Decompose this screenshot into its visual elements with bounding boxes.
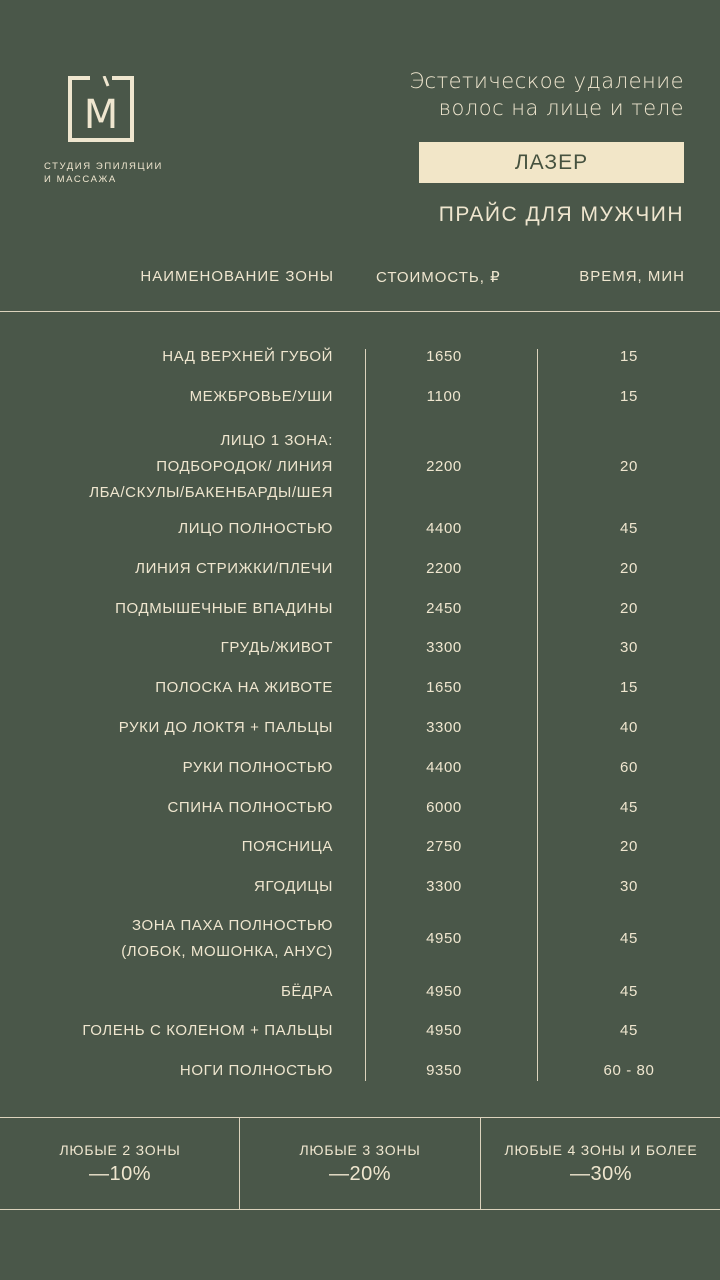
zone-time: 20 bbox=[620, 560, 638, 577]
zone-name-line: ЛИЦО 1 ЗОНА: bbox=[220, 432, 333, 449]
zone-name bbox=[3, 715, 333, 741]
zone-time: 15 bbox=[620, 388, 638, 405]
zone-name bbox=[3, 516, 333, 542]
zone-price: 1650 bbox=[426, 679, 462, 696]
zone-name-line: ПОДМЫШЕЧНЫЕ ВПАДИНЫ bbox=[115, 600, 333, 617]
zone-name-line: (ЛОБОК, МОШОНКА, АНУС) bbox=[121, 943, 333, 960]
studio-name-line2: И МАССАЖА bbox=[44, 174, 117, 185]
zone-name bbox=[3, 874, 333, 900]
discount-value: —20% bbox=[328, 1163, 392, 1185]
zone-name-line: СПИНА ПОЛНОСТЬЮ bbox=[167, 799, 333, 816]
discount-value: —10% bbox=[88, 1163, 152, 1185]
zone-name bbox=[3, 675, 333, 701]
zone-name-line: ЛИНИЯ СТРИЖКИ/ПЛЕЧИ bbox=[135, 560, 333, 577]
zone-price: 4400 bbox=[426, 759, 462, 776]
zone-price: 4950 bbox=[426, 983, 462, 1000]
zone-price: 2200 bbox=[426, 560, 462, 577]
zone-name bbox=[3, 428, 333, 506]
zone-name bbox=[3, 795, 333, 821]
zone-time: 20 bbox=[620, 600, 638, 617]
zone-time: 45 bbox=[620, 983, 638, 1000]
zone-name-line: МЕЖБРОВЬЕ/УШИ bbox=[189, 388, 333, 405]
price-title: ПРАЙС ДЛЯ МУЖЧИН bbox=[438, 203, 684, 226]
tagline bbox=[354, 68, 684, 122]
table-row bbox=[0, 384, 720, 410]
zone-name-line: НОГИ ПОЛНОСТЬЮ bbox=[179, 1062, 333, 1079]
table-row bbox=[0, 596, 720, 622]
table-row bbox=[0, 874, 720, 900]
zone-name-line: ПОДБОРОДОК/ ЛИНИЯ bbox=[156, 458, 333, 475]
zone-name bbox=[3, 635, 333, 661]
discount-value: —30% bbox=[569, 1163, 633, 1185]
zone-name-line: ЛИЦО ПОЛНОСТЬЮ bbox=[178, 520, 333, 537]
zone-name bbox=[3, 1018, 333, 1044]
discount-card bbox=[240, 1118, 480, 1210]
zone-time: 45 bbox=[620, 520, 638, 537]
zone-price: 2750 bbox=[426, 838, 462, 855]
zone-name bbox=[3, 596, 333, 622]
zone-name-line: БЁДРА bbox=[280, 983, 333, 1000]
zone-name-line: РУКИ ПОЛНОСТЬЮ bbox=[182, 759, 333, 776]
table-row bbox=[0, 428, 720, 506]
table-row bbox=[0, 556, 720, 582]
zone-time: 45 bbox=[620, 799, 638, 816]
table-row bbox=[0, 979, 720, 1005]
zone-price: 4400 bbox=[426, 520, 462, 537]
zone-price: 3300 bbox=[426, 639, 462, 656]
column-header-cost: СТОИМОСТЬ, ₽ bbox=[376, 269, 501, 286]
zone-name bbox=[3, 556, 333, 582]
zone-price: 4950 bbox=[426, 1022, 462, 1039]
zone-name bbox=[3, 913, 333, 965]
zone-time: 45 bbox=[620, 930, 638, 947]
zone-time: 60 bbox=[620, 759, 638, 776]
zone-name-line: ЯГОДИЦЫ bbox=[254, 878, 333, 895]
discount-card bbox=[481, 1118, 720, 1210]
logo-mark-icon bbox=[68, 76, 134, 142]
zone-time: 20 bbox=[620, 838, 638, 855]
zone-name-line: ЛБА/СКУЛЫ/БАКЕНБАРДЫ/ШЕЯ bbox=[89, 484, 333, 501]
zone-price: 1100 bbox=[426, 388, 462, 405]
zone-time: 30 bbox=[620, 639, 638, 656]
logo-letter: M bbox=[83, 92, 119, 138]
studio-name bbox=[44, 160, 170, 186]
zone-price: 2450 bbox=[426, 600, 462, 617]
zone-price: 6000 bbox=[426, 799, 462, 816]
table-row bbox=[0, 834, 720, 860]
zone-time: 45 bbox=[620, 1022, 638, 1039]
zone-name bbox=[3, 755, 333, 781]
column-header-time: ВРЕМЯ, МИН bbox=[579, 268, 685, 285]
zone-price: 1650 bbox=[426, 348, 462, 365]
zone-time: 20 bbox=[620, 458, 638, 475]
service-badge: ЛАЗЕР bbox=[419, 142, 684, 183]
table-row bbox=[0, 675, 720, 701]
zone-name bbox=[3, 344, 333, 370]
studio-name-line1: СТУДИЯ ЭПИЛЯЦИИ bbox=[44, 161, 163, 172]
zone-time: 30 bbox=[620, 878, 638, 895]
zone-price: 3300 bbox=[426, 719, 462, 736]
tagline-line2: волос на лице и теле bbox=[438, 96, 684, 120]
header-divider bbox=[0, 311, 720, 312]
discount-label: ЛЮБЫЕ 3 ЗОНЫ bbox=[299, 1142, 421, 1158]
zone-name bbox=[3, 979, 333, 1005]
table-row bbox=[0, 344, 720, 370]
table-row bbox=[0, 516, 720, 542]
zone-name-line: ГРУДЬ/ЖИВОТ bbox=[220, 639, 333, 656]
zone-price: 9350 bbox=[426, 1062, 462, 1079]
table-row bbox=[0, 755, 720, 781]
zone-name-line: РУКИ ДО ЛОКТЯ + ПАЛЬЦЫ bbox=[118, 719, 333, 736]
table-row bbox=[0, 795, 720, 821]
zone-name-line: ПОЛОСКА НА ЖИВОТЕ bbox=[155, 679, 333, 696]
zone-name bbox=[3, 384, 333, 410]
zone-name bbox=[3, 1058, 333, 1084]
zone-name bbox=[3, 834, 333, 860]
tagline-line1: Эстетическое удаление bbox=[409, 69, 684, 93]
zone-time: 40 bbox=[620, 719, 638, 736]
zone-name-line: ЗОНА ПАХА ПОЛНОСТЬЮ bbox=[131, 917, 333, 934]
zone-name-line: НАД ВЕРХНЕЙ ГУБОЙ bbox=[162, 348, 333, 365]
table-row bbox=[0, 913, 720, 965]
table-row bbox=[0, 715, 720, 741]
zone-price: 4950 bbox=[426, 930, 462, 947]
table-row bbox=[0, 1018, 720, 1044]
column-header-name: НАИМЕНОВАНИЕ ЗОНЫ bbox=[140, 268, 334, 285]
table-row bbox=[0, 635, 720, 661]
zone-time: 15 bbox=[620, 348, 638, 365]
discount-label: ЛЮБЫЕ 2 ЗОНЫ bbox=[59, 1142, 181, 1158]
zone-time: 60 - 80 bbox=[603, 1062, 655, 1079]
zone-name-line: ГОЛЕНЬ С КОЛЕНОМ + ПАЛЬЦЫ bbox=[82, 1022, 333, 1039]
zone-price: 2200 bbox=[426, 458, 462, 475]
discount-label: ЛЮБЫЕ 4 ЗОНЫ И БОЛЕЕ bbox=[504, 1142, 698, 1158]
zone-price: 3300 bbox=[426, 878, 462, 895]
table-row bbox=[0, 1058, 720, 1084]
discount-card bbox=[0, 1118, 240, 1210]
zone-time: 15 bbox=[620, 679, 638, 696]
zone-name-line: ПОЯСНИЦА bbox=[241, 838, 333, 855]
